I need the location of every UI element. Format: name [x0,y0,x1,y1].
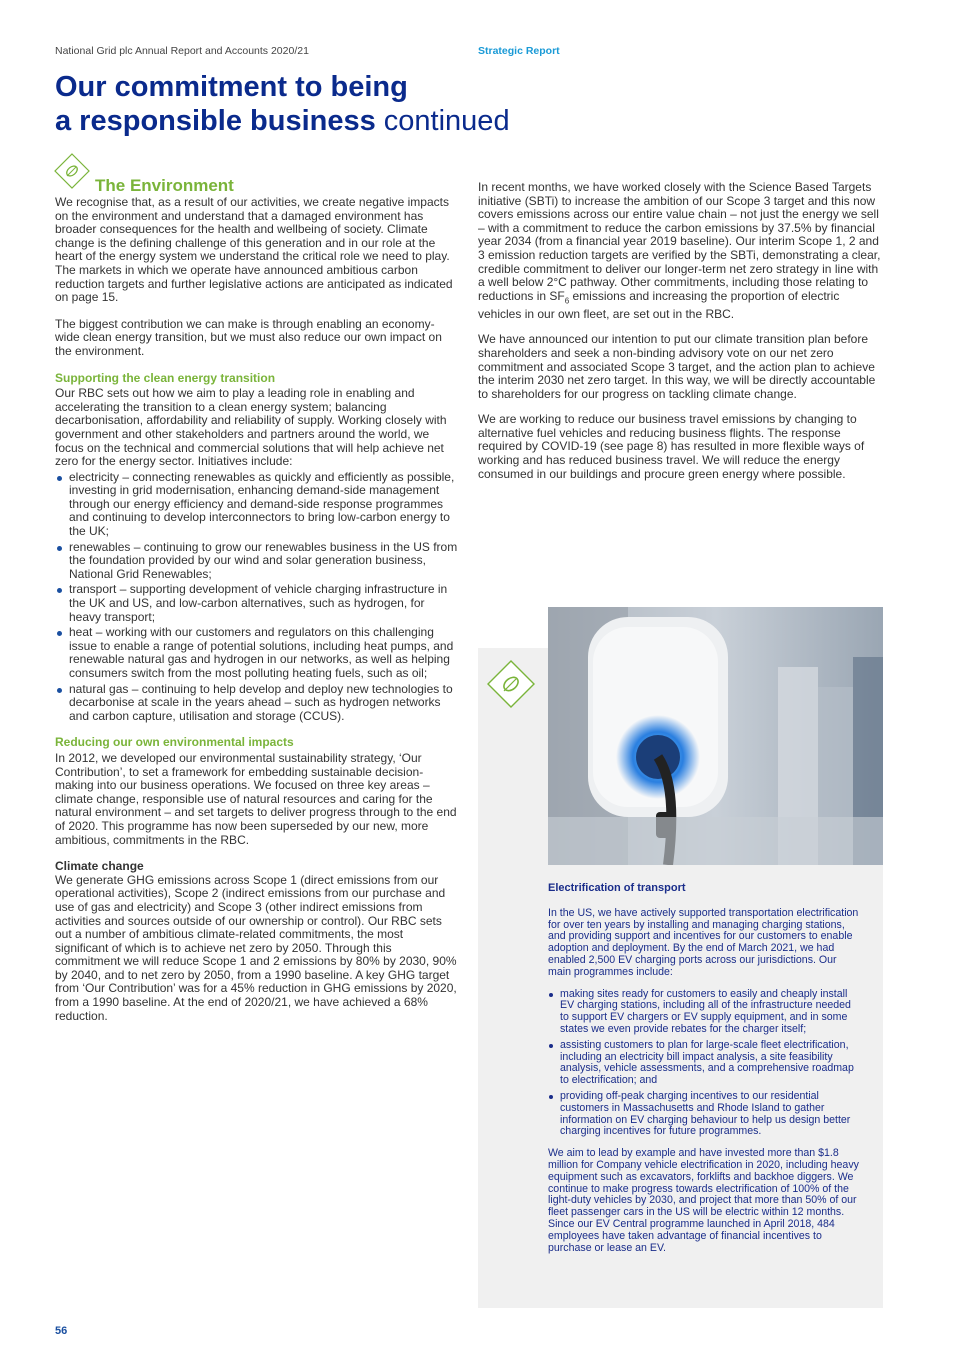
leaf-diamond-icon [486,659,536,709]
ev-charger-photo [548,607,883,865]
list-item: providing off-peak charging incentives to our residential customers in Massachusetts and Rhode Island to gather information on EV charging behaviour to help us design better charging incentives for future programmes. [548,1091,860,1138]
sbti-paragraph: In recent months, we have worked closely with the Science Based Targets initiative (SBTi) to increase the ambition of our Scope 3 target and this now covers emissions across our entire value chain – not just the energy we sell – with a commitment to reduce the carbon emissions by 37.5% by financial year 2034 (from a financial year 2019 baseline). Our interim Scope 1, 2 and 3 emission reduction targets are verified by the SBTi, demonstrating a clear, credible commitment to deliver our longer-term net zero strategy in line with a well below 2°C pathway. Other commitments, including those relating to reductions in $SF_6$ emissions and increasing the proportion of electric vehicles in our own fleet, are set out in the RBC. [478,180,881,321]
right-column [478,181,883,493]
case-study-paragraph-2: We aim to lead by example and have invested more than $1.8 million for Company vehicle electrification in 2020, including heavy equipment such as excavators, forklifts and backhoe diggers. We continue to make progress towards electrification of 100% of the light-duty vehicles by 2030, and project that more than 50% of our fleet passenger cars in the US will be electric within 12 months. Since our EV Central programme launched in April 2018, 484 employees have taken advantage of financial incentives to purchase or lease an EV. [548,1147,859,1254]
left-column [55,196,458,1036]
list-item: making sites ready for customers to easily and cheaply install EV charging stations, including all of the infrastructure needed to support EV chargers or EV supply equipment, and in some states we even provide rebates for the charger itself; [548,989,860,1036]
subheading-climate: Climate change [55,859,144,874]
section-heading: The Environment [95,176,234,195]
list-item: electricity – connecting renewables as quickly and efficiently as possible, investing in grid modernisation, enhancing demand-side management through our energy efficiency and demand-side response programmes and continuing to develop interconnectors to bring low-carbon energy to the UK; [55,471,458,539]
intro-paragraph-2: The biggest contribution we can make is through enabling an economy-wide clean energy transition, but we must also reduce our own impact on the environment. [55,316,442,358]
case-study-paragraph: In the US, we have actively supported transportation electrification for over ten years by installing and managing charging stations, and providing support and incentives for our customers to enable adoption and deployment. By the end of March 2021, we had enabled 2,500 EV charging ports across our jurisdictions. Our main programmes include: [548,906,859,978]
title-line-1: Our commitment to being [55,71,408,103]
environment-leaf-icon [54,153,90,189]
list-item: natural gas – continuing to help develop and deploy new technologies to decarbonise at scale in the years ahead – such as hydrogen networks and carbon capture, utilisation and storage (CCUS). [55,683,458,724]
list-item: renewables – continuing to grow our renewables business in the US from the foundation provided by our wind and solar generation business, National Grid Renewables; [55,541,458,582]
list-item: transport – supporting development of vehicle charging infrastructure in the UK and US, and low-carbon alternatives, such as hydrogen, for heavy transport; [55,583,458,624]
title-suffix: continued [383,105,510,137]
reducing-paragraph: In 2012, we developed our environmental sustainability strategy, ‘Our Contribution’, to set a framework for embedding sustainable decision-making into our business operations. We focused on three key areas – climate change, responsible use of natural resources and caring for the natural environment – and set targets to deliver progress through to the end of 2020. This programme has now been superseded by our new, more ambitious, commitments in the RBC. [55,750,457,847]
case-study-list [548,989,860,1139]
supporting-paragraph: Our RBC sets out how we aim to play a leading role in enabling and accelerating the transition to a clean energy system; balancing decarbonisation, affordability and reliability of supply. Working closely with government and other stakeholders and partners around the world, we focus on the technical and commercial solutions that will help achieve net zero for the energy sector. Initiatives include: [55,386,447,469]
case-study-heading: Electrification of transport [548,882,686,894]
report-header: National Grid plc Annual Report and Accounts 2020/21 [55,45,309,57]
travel-paragraph: We are working to reduce our business travel emissions by changing to alternative fuel vehicles and reducing business flights. The response required by COVID-19 (see page 8) has resulted in more flexible ways of working and has reduced business travel. We will reduce the energy consumed in our buildings and procure green energy where possible. [478,412,865,481]
list-item: heat – working with our customers and regulators on this challenging issue to enable a range of potential solutions, including heat pumps, and renewable natural gas and hydrogen in our networks, as well as helping consumers switch from the most polluting heating fuels, such as oil; [55,626,458,680]
page-number: 56 [55,1325,68,1337]
list-item: assisting customers to plan for large-scale fleet electrification, including an electricity bill impact analysis, a site feasibility analysis, vehicle assessments, and a comprehensive roadmap to electrification; and [548,1040,860,1087]
subheading-supporting: Supporting the clean energy transition [55,370,276,385]
climate-paragraph: We generate GHG emissions across Scope 1 (direct emissions from our operational activities), Scope 2 (indirect emissions from our purchase and use of gas and electricity) and Scope 3 (other indirect emissions from activities and sources outside of our ownership or control). Our RBC sets out a number of ambitious climate-related commitments, the most significant of which is to achieve net zero by 2050. Through this commitment we will reduce Scope 1 and 2 emissions by 80% by 2030, 90% by 2040, and to net zero by 2050, from a 1990 baseline. A key GHG target from ‘Our Contribution’ was for a 45% reduction in GHG emissions by 2020, from a 1990 baseline. At the end of 2020/21, we have achieved a 68% reduction. [55,872,457,1023]
section-label: Strategic Report [478,45,560,57]
title-line-2: a responsible business [55,105,376,137]
subheading-reducing: Reducing our own environmental impacts [55,735,294,750]
case-study-text [548,883,860,1264]
intro-paragraph: We recognise that, as a result of our activities, we create negative impacts on the environment and understand that a damaged environment has broader consequences for the health and wellbeing of society. Climate change is the defining challenge of this generation and in our role at the heart of the energy system we understand the critical role we need to play. The markets in which we operate have announced ambitious carbon reduction targets and further legislative actions are anticipated as indicated on page 15. [55,195,453,305]
page-title [55,70,755,138]
initiatives-list [55,471,458,724]
climate-plan-paragraph: We have announced our intention to put our climate transition plan before shareholders and seek a non-binding advisory vote on our net zero commitment and associated Scope 3 target, and the action plan to achieve the interim 2030 net zero target. In this way, we will be directly accountable to shareholders for our progress on tackling climate change. [478,332,876,401]
